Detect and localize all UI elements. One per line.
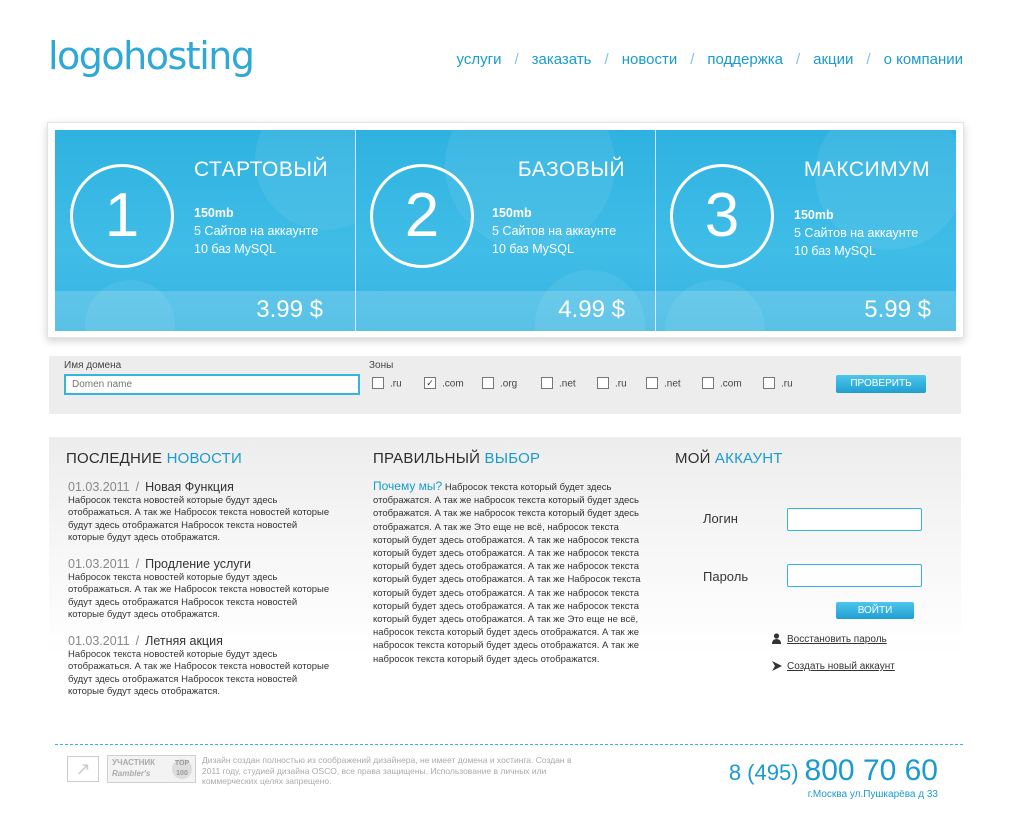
news-title-link[interactable]: Продление услуги — [145, 557, 252, 571]
plan-name: СТАРТОВЫЙ — [194, 158, 329, 181]
zone-label: .net — [559, 378, 576, 390]
plans-frame — [47, 122, 964, 338]
choice-title — [373, 450, 540, 467]
logo[interactable]: logohosting — [48, 34, 254, 78]
footer-divider — [55, 744, 963, 745]
zone-checkbox[interactable] — [597, 377, 609, 389]
zone-checkbox[interactable] — [372, 377, 384, 389]
phone-main: 800 70 60 — [804, 754, 938, 787]
nav-separator: / — [795, 51, 801, 68]
zone-option[interactable] — [372, 378, 402, 390]
zone-label: .net — [664, 378, 681, 390]
news-separator: / — [135, 557, 140, 571]
plan-number: 3 — [670, 164, 774, 268]
plan-db: 10 баз MySQL — [794, 244, 876, 258]
zone-label: .org — [500, 378, 518, 390]
plan-disk: 150mb — [492, 206, 532, 220]
nav-separator: / — [866, 51, 871, 68]
news-title-plain: ПОСЛЕДНИЕ — [66, 450, 163, 467]
domain-input[interactable] — [64, 374, 360, 395]
plan-features — [794, 206, 918, 260]
zone-checkbox[interactable] — [702, 377, 714, 389]
user-icon — [772, 633, 781, 647]
plan-card-base[interactable] — [355, 130, 655, 331]
zone-checkbox[interactable] — [482, 377, 494, 389]
news-date: 01.03.2011 — [68, 634, 130, 648]
osco-arrow-icon[interactable]: ↗ — [67, 756, 99, 782]
password-label: Пароль — [703, 569, 749, 584]
news-date: 01.03.2011 — [68, 557, 130, 571]
zone-option[interactable] — [482, 378, 517, 390]
create-account-link[interactable]: Создать новый аккаунт — [787, 661, 895, 672]
login-input[interactable] — [787, 508, 922, 531]
zone-checkbox[interactable] — [646, 377, 658, 389]
plan-price: 4.99 $ — [558, 296, 625, 323]
zones-label: Зоны — [369, 360, 394, 371]
news-title-link[interactable]: Новая Функция — [145, 480, 234, 494]
news-item — [68, 557, 336, 621]
zone-option[interactable] — [646, 378, 681, 390]
choice-title-accent: ВЫБОР — [484, 450, 541, 467]
news-text: Набросок текста новостей которые будут здесь отображаться. А так же Набросок текста новостей которые будут здесь отображатся Набросок текста новостей которые будут здесь отображатся. — [68, 649, 330, 697]
news-title — [66, 450, 242, 467]
zone-checkbox[interactable] — [541, 377, 553, 389]
plan-sites: 5 Сайтов на аккаунте — [794, 226, 919, 240]
news-title-link[interactable]: Летняя акция — [145, 634, 223, 648]
rambler-line2: Rambler's — [112, 769, 151, 778]
nav-order[interactable]: заказать — [531, 51, 592, 68]
why-us-link[interactable]: Почему мы? — [373, 479, 443, 493]
nav-support[interactable]: поддержка — [707, 51, 783, 68]
plan-disk: 150mb — [194, 206, 234, 220]
plan-name: МАКСИМУМ — [803, 158, 930, 181]
zone-option[interactable] — [541, 378, 576, 390]
restore-password-link[interactable]: Восстановить пароль — [787, 634, 887, 645]
nav-news[interactable]: новости — [621, 51, 678, 68]
choice-text-block — [373, 480, 648, 666]
password-input[interactable] — [787, 564, 922, 587]
rambler-top100-badge[interactable] — [107, 755, 196, 783]
phone-code: 8 (495) — [728, 760, 799, 785]
arrow-right-icon — [772, 661, 782, 674]
plan-number: 2 — [370, 164, 474, 268]
account-title — [675, 450, 783, 467]
account-title-plain: МОЙ — [675, 450, 711, 467]
zone-label: .com — [720, 378, 742, 390]
news-item — [68, 634, 336, 698]
plan-db: 10 баз MySQL — [492, 242, 574, 256]
plan-features — [194, 204, 318, 258]
news-date: 01.03.2011 — [68, 480, 130, 494]
nav-separator: / — [604, 51, 609, 68]
nav-promotions[interactable]: акции — [813, 51, 854, 68]
nav-about[interactable]: о компании — [883, 51, 963, 68]
plan-price: 3.99 $ — [256, 296, 323, 323]
plan-card-maximum[interactable] — [655, 130, 956, 331]
news-separator: / — [135, 634, 140, 648]
zone-checkbox[interactable] — [763, 377, 775, 389]
zone-option[interactable] — [424, 378, 464, 390]
nav-services[interactable]: услуги — [456, 51, 502, 68]
zone-option[interactable] — [597, 378, 627, 390]
zone-label: .com — [442, 378, 464, 390]
plan-price: 5.99 $ — [864, 296, 931, 323]
news-item — [68, 480, 336, 544]
nav-separator: / — [514, 51, 519, 68]
news-title-accent: НОВОСТИ — [166, 450, 242, 467]
login-label: Логин — [703, 511, 738, 526]
zone-option[interactable] — [702, 378, 742, 390]
zone-checkbox-checked[interactable]: ✓ — [424, 377, 436, 389]
plan-sites: 5 Сайтов на аккаунте — [194, 224, 319, 238]
plan-card-starter[interactable] — [55, 130, 355, 331]
main-nav — [457, 51, 963, 68]
zone-label: .ru — [781, 378, 793, 390]
zone-option[interactable] — [763, 378, 793, 390]
choice-title-plain: ПРАВИЛЬНЫЙ — [373, 450, 481, 467]
plan-features — [492, 204, 616, 258]
news-separator: / — [135, 480, 140, 494]
zone-label: .ru — [615, 378, 627, 390]
footer-copyright: Дизайн создан полностью из соображений дизайнера, не имеет домена и хостинга. Создан в 2011 году, студией дизайна OSCO, все права защищены. Использование в личных или коммерческих целях запрещено. — [202, 755, 572, 786]
nav-separator: / — [690, 51, 695, 68]
account-title-accent: АККАУНТ — [714, 450, 783, 467]
phone-number — [729, 754, 938, 788]
news-text: Набросок текста новостей которые будут здесь отображаться. А так же Набросок текста новостей которые будут здесь отображатся Набросок текста новостей которые будут здесь отображатся. — [68, 572, 330, 620]
login-button[interactable]: ВОЙТИ — [836, 602, 914, 619]
rambler-line1: УЧАСТНИК — [112, 758, 156, 767]
rambler-top100-icon: TOP 100 — [172, 759, 192, 779]
address: г.Москва ул.Пушкарёва д 33 — [807, 789, 938, 800]
check-button[interactable]: ПРОВЕРИТЬ — [836, 375, 926, 393]
news-text: Набросок текста новостей которые будут здесь отображаться. А так же Набросок текста новостей которые будут здесь отображатся Набросок текста новостей которые будут здесь отображатся. — [68, 495, 330, 543]
domain-label: Имя домена — [64, 360, 122, 371]
plan-db: 10 баз MySQL — [194, 242, 276, 256]
choice-text: Набросок текста который будет здесь отображатся. А так же набросок текста который будет здесь отображатся. А так же набросок текста который будет здесь отображатся. А так же Это еще не всё, набросок текста который будет здесь отображатся. А так же набросок текста который будет здесь отображатся. А так же набросок текста который будет здесь отображатся. А так же набросок текста который будет здесь отображатся. А так же Набросок текста который будет здесь отображатся. А так же набросок текста который будет здесь отображатся. А так же набросок текста который будет здесь отображатся. А так же Это еще не всё, набросок текста который будет здесь отображатся. А так же набросок текста который будет здесь отображатся. А так же набросок текста который будет здесь отображатся. — [373, 482, 641, 665]
plan-disk: 150mb — [794, 208, 834, 222]
plan-name: БАЗОВЫЙ — [517, 158, 625, 181]
zone-label: .ru — [390, 378, 402, 390]
plan-number: 1 — [70, 164, 174, 268]
plan-sites: 5 Сайтов на аккаунте — [492, 224, 617, 238]
